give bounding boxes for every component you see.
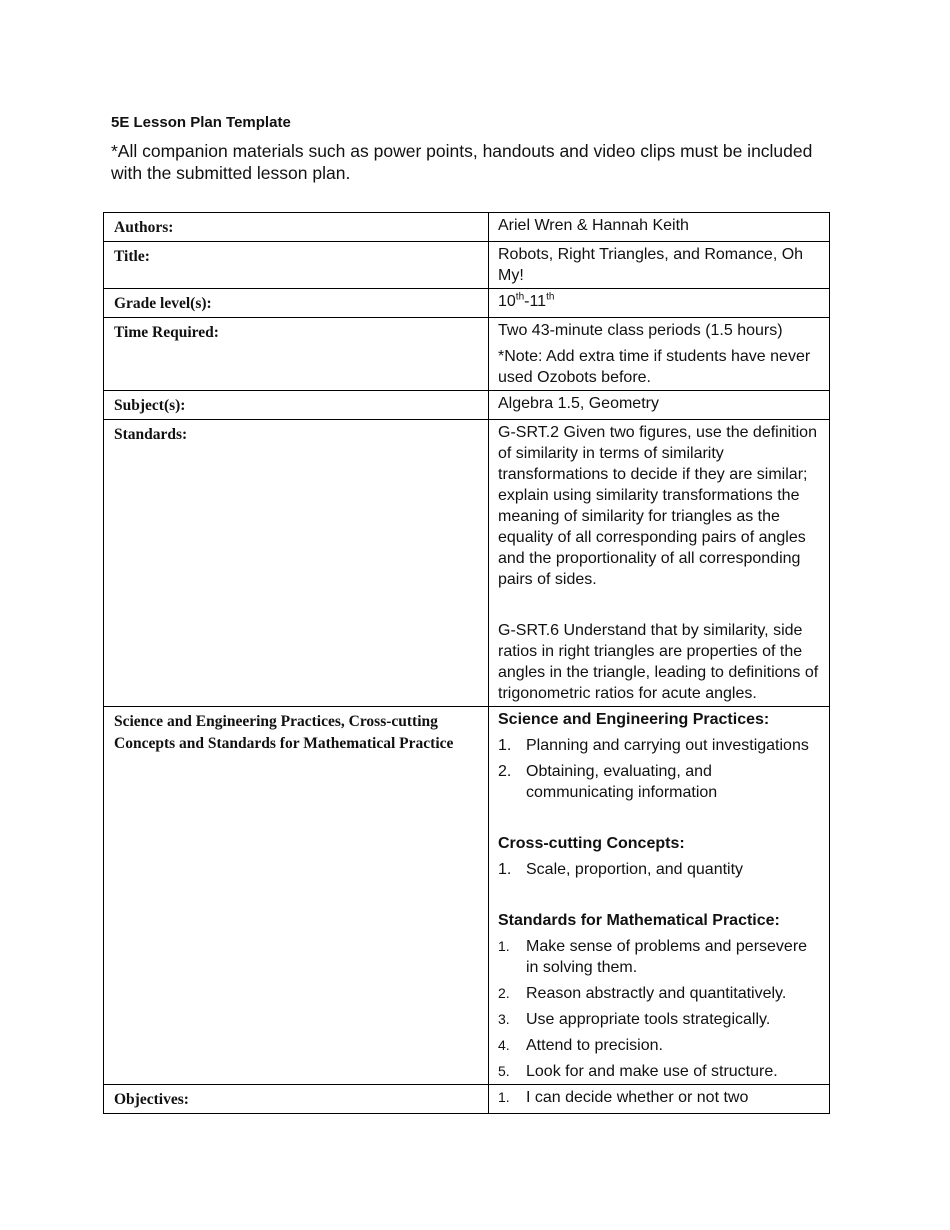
grade-dash: - (524, 293, 530, 310)
smp-list (498, 936, 821, 1082)
table-row-title (104, 242, 830, 289)
list-number: 3. (498, 1011, 510, 1027)
list-number: 1. (498, 1089, 510, 1105)
table-row-authors (104, 213, 830, 242)
practices-cell (489, 707, 830, 1085)
standards-cell (489, 420, 830, 707)
smp-heading: Standards for Mathematical Practice: (498, 912, 780, 929)
table-row-objectives (104, 1085, 830, 1114)
time-label: Time Required: (104, 318, 489, 391)
grade-end-suffix: th (546, 291, 555, 303)
objectives-label: Objectives: (104, 1085, 489, 1114)
sep-heading: Science and Engineering Practices: (498, 711, 770, 728)
grade-start: 10 (498, 293, 516, 310)
time-cell (489, 318, 830, 391)
grade-label: Grade level(s): (104, 289, 489, 318)
lesson-plan-table (103, 212, 830, 1114)
list-text: Look for and make use of structure. (526, 1063, 778, 1080)
standard-g-srt-6: G-SRT.6 Understand that by similarity, side ratios in right triangles are properties of the angles in the triangle, leading to definitions of trigonometric ratios for acute angles. (498, 622, 819, 702)
list-text: Planning and carrying out investigations (526, 737, 809, 754)
list-item (498, 1061, 821, 1082)
list-text: Scale, proportion, and quantity (526, 861, 744, 878)
table-row-time (104, 318, 830, 391)
subject-label: Subject(s): (104, 391, 489, 420)
standard-g-srt-2: G-SRT.2 Given two figures, use the definition of similarity in terms of similarity transformations to decide if they are similar; explain using similarity transformations the meaning of similarity for triangles as the equality of all corresponding pairs of angles and the proportionality of all corresponding pairs of sides. (498, 424, 817, 588)
sep-list (498, 735, 821, 803)
standards-label: Standards: (104, 420, 489, 707)
objectives-list (498, 1087, 821, 1108)
table-row-subject (104, 391, 830, 420)
grade-end: 11 (529, 293, 547, 310)
list-item (498, 1009, 821, 1030)
list-text: Obtaining, evaluating, and communicating information (526, 763, 718, 801)
list-item (498, 1035, 821, 1056)
list-text: Make sense of problems and persevere in solving them. (526, 938, 808, 976)
list-number: 1. (498, 737, 512, 754)
list-item (498, 936, 821, 978)
time-value: Two 43-minute class periods (1.5 hours) (498, 322, 783, 339)
title-value: Robots, Right Triangles, and Romance, Oh My! (489, 242, 830, 289)
list-number: 2. (498, 763, 512, 780)
list-number: 4. (498, 1037, 510, 1053)
authors-label: Authors: (104, 213, 489, 242)
list-number: 2. (498, 985, 510, 1001)
list-text: Attend to precision. (526, 1037, 663, 1054)
time-note: *Note: Add extra time if students have never used Ozobots before. (498, 348, 811, 386)
grade-value (489, 289, 830, 318)
list-number: 1. (498, 861, 512, 878)
authors-value: Ariel Wren & Hannah Keith (489, 213, 830, 242)
table-row-grade (104, 289, 830, 318)
practices-label: Science and Engineering Practices, Cross-cutting Concepts and Standards for Mathematical Practice (104, 707, 489, 1085)
list-number: 5. (498, 1063, 510, 1079)
list-item (498, 983, 821, 1004)
page-title: 5E Lesson Plan Template (111, 114, 291, 131)
intro-note: *All companion materials such as power points, handouts and video clips must be included with the submitted lesson plan. (111, 141, 813, 183)
list-item (498, 859, 821, 880)
subject-value: Algebra 1.5, Geometry (489, 391, 830, 420)
list-number: 1. (498, 938, 510, 954)
ccc-list (498, 859, 821, 880)
list-item (498, 735, 821, 756)
list-item (498, 1087, 821, 1108)
grade-start-suffix: th (515, 291, 525, 303)
title-label: Title: (104, 242, 489, 289)
objectives-cell (489, 1085, 830, 1114)
ccc-heading: Cross-cutting Concepts: (498, 835, 685, 852)
list-text: Reason abstractly and quantitatively. (526, 985, 787, 1002)
list-text: I can decide whether or not two (526, 1089, 749, 1106)
list-text: Use appropriate tools strategically. (526, 1011, 771, 1028)
table-row-standards (104, 420, 830, 707)
list-item (498, 761, 821, 803)
table-row-practices (104, 707, 830, 1085)
